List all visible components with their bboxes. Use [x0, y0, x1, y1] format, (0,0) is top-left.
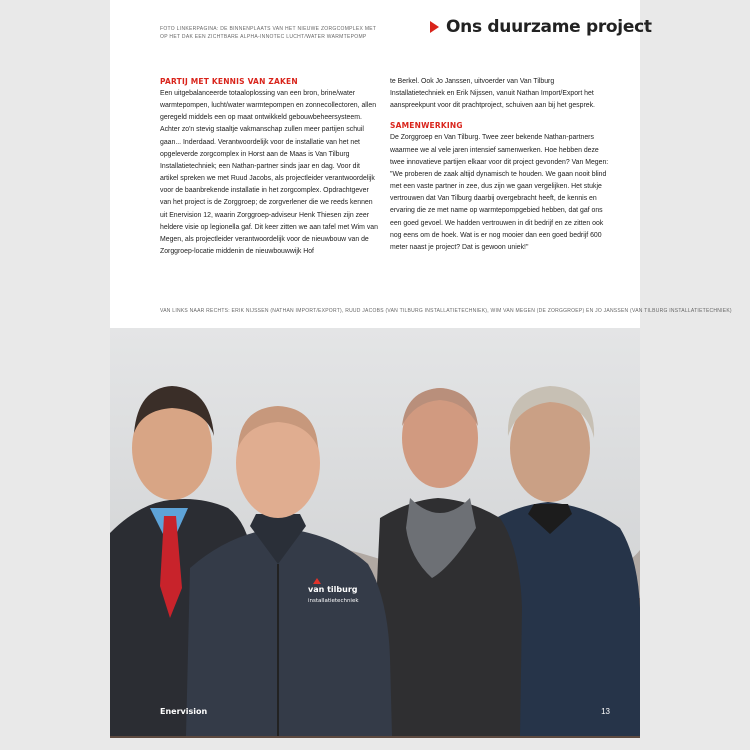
logo-line1: van tilburg: [308, 585, 358, 594]
magazine-page: [110, 0, 732, 736]
section-heading-samenwerking: SAMENWERKING: [390, 121, 463, 131]
section-body-partij: Een uitgebalanceerde totaaloplossing van een bron, brine/water warmtepompen, lucht/water warmtepompen en zonnecollectoren, allen geregeld middels een op maat ontwikkeld gebouwbeheersysteem. Achter zo'n stevig staaltje vakmanschap zullen meer partijen schuil gaan... Inderdaad. Verantwoordelijk voor de installatie van het net opgeleverde zorgcomplex in Horst aan de Maas is Van Tilburg Installatietechniek; een Nathan-partner sinds jaar en dag. Voor dit artikel spreken we met Ruud Jacobs, als projectleider verantwoordelijk voor de baanbrekende installatie in het zorgcomplex. Opdrachtgever van het project is de Zorggroep; de zorgverlener die we reeds kennen uit Enervision 12, waarin Zorggroep-adviseur Henk Thiesen zijn zeer heldere visie op legionella gaf. Dit keer zitten we aan tafel met Wim van Megen, als projectleider verantwoordelijk voor de nieuwbouw van de Zorggroep-locatie middenin de nieuwbouwwijk Hof: [160, 90, 378, 256]
page-header: [430, 15, 652, 39]
logo-line2: installatietechniek: [308, 598, 359, 604]
triangle-bullet-icon: [430, 21, 439, 33]
top-photo-caption: FOTO LINKERPAGINA: DE BINNENPLAATS VAN HET NIEUWE ZORGCOMPLEX MET OP HET DAK EEN ZICHTBARE ALPHA-INNOTEC LUCHT/WATER WARMTEPOMP: [160, 26, 377, 40]
group-photo: [110, 328, 640, 736]
van-tilburg-logo: [304, 578, 374, 606]
page-number: 13: [601, 707, 610, 716]
right-column: [390, 76, 610, 254]
left-column: [160, 76, 380, 258]
section-body-samenwerking: De Zorggroep en Van Tilburg. Twee zeer bekende Nathan-partners waarmee we al vele jaren intensief samenwerken. Hoe hebben deze twee innovatieve partijen elkaar voor dit project gevonden? Van Megen: "We proberen de zaak altijd dynamisch te houden. We gaan nooit blind met een vaste partner in zee, dus zijn we gaan vergelijken. Het stukje vertrouwen dat Van Tilburg daarbij overgebracht heeft, de kennis en ervaring die ze met name op warmtepompgebied hebben, dat gaf ons een goed gevoel. We hadden vertrouwen in dit bedrijf en ze zitten ook nog eens om de hoek. Wat is er nog mooier dan een goed bedrijf 600 meter naast je project? Dat is gewoon uniek!": [390, 134, 609, 251]
page-title: Ons duurzame project: [446, 17, 652, 37]
magazine-brand: Enervision: [160, 707, 208, 716]
section-continuation: te Berkel. Ook Jo Janssen, uitvoerder van Van Tilburg Installatietechniek en Erik Nijssen, vanuit Nathan Import/Export het aanspreekpunt voor dit prachtproject, schuiven aan bij het gesprek.: [390, 78, 595, 110]
photo-caption: VAN LINKS NAAR RECHTS: ERIK NIJSSEN (NATHAN IMPORT/EXPORT), RUUD JACOBS (VAN TILBURG INSTALLATIETECHNIEK), WIM VAN MEGEN (DE ZORGGROEP) EN JO JANSSEN (VAN TILBURG INSTALLATIETECHNIEK): [160, 308, 732, 314]
section-heading-partij: PARTIJ MET KENNIS VAN ZAKEN: [160, 77, 298, 86]
